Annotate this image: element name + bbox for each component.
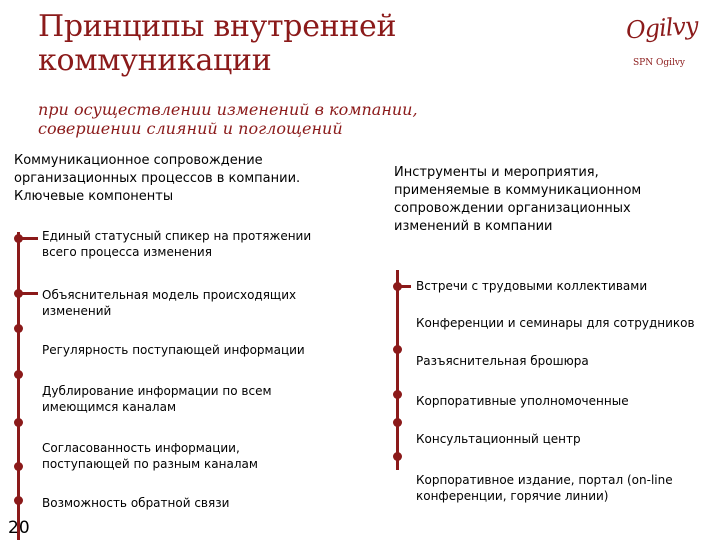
subtitle-line-2: совершении слияний и поглощений (38, 119, 343, 138)
left-heading-line-2: организационных процессов в компании. (14, 171, 301, 186)
right-bullet-dot (393, 390, 402, 399)
right-item-3-line-1: Разъяснительная брошюра (416, 354, 589, 368)
right-bullet-dot (393, 418, 402, 427)
left-list-item (42, 228, 342, 260)
right-connector (397, 285, 411, 288)
right-bullet-dot (393, 452, 402, 461)
left-item-1-line-1: Единый статусный спикер на протяжении (42, 229, 312, 243)
left-item-5-line-2: поступающей по разным каналам (42, 457, 258, 471)
right-list-item (416, 472, 716, 504)
right-heading-line-1: Инструменты и мероприятия, (394, 165, 599, 180)
right-heading-line-2: применяемые в коммуникационном (394, 183, 642, 198)
page-subtitle (38, 100, 598, 138)
left-item-1-line-2: всего процесса изменения (42, 245, 212, 259)
left-column-heading (14, 152, 364, 206)
left-item-2-line-1: Объяснительная модель происходящих (42, 288, 297, 302)
left-list-item (42, 495, 342, 511)
right-bullet-dot (393, 345, 402, 354)
right-item-6-line-1: Корпоративное издание, портал (on-line (416, 473, 673, 487)
left-list-item (42, 287, 342, 319)
title-line-2: коммуникации (38, 43, 272, 78)
right-column-heading (394, 164, 720, 236)
left-item-4-line-1: Дублирование информации по всем (42, 384, 272, 398)
left-item-2-line-2: изменений (42, 304, 112, 318)
left-item-4-line-2: имеющимся каналам (42, 400, 176, 414)
page-number: 20 (8, 518, 30, 538)
right-list-item (416, 431, 716, 447)
right-heading-line-4: изменений в компании (394, 219, 553, 234)
left-bullet-dot (14, 324, 23, 333)
title-line-1: Принципы внутренней (38, 9, 397, 44)
right-item-6-line-2: конференции, горячие линии) (416, 489, 609, 503)
left-list-item (42, 440, 342, 472)
left-bullet-dot (14, 462, 23, 471)
left-heading-line-1: Коммуникационное сопровождение (14, 153, 263, 168)
left-bullet-dot (14, 418, 23, 427)
left-connector (18, 292, 38, 295)
right-timeline-line (396, 270, 399, 470)
logo-caption: SPN Ogilvy (632, 58, 686, 68)
right-item-2-line-1: Конференции и семинары для сотрудников (416, 316, 695, 330)
left-item-6-line-1: Возможность обратной связи (42, 496, 230, 510)
left-bullet-dot (14, 496, 23, 505)
right-list-item (416, 315, 716, 331)
page-title (38, 10, 558, 78)
right-heading-line-3: сопровождении организационных (394, 201, 631, 216)
ogilvy-logo (620, 11, 699, 76)
right-list-item (416, 393, 716, 409)
subtitle-line-1: при осуществлении изменений в компании, (38, 100, 418, 119)
right-item-1-line-1: Встречи с трудовыми коллективами (416, 279, 648, 293)
left-connector (18, 237, 38, 240)
right-item-5-line-1: Консультационный центр (416, 432, 581, 446)
left-item-5-line-1: Согласованность информации, (42, 441, 240, 455)
right-list-item (416, 353, 716, 369)
right-item-4-line-1: Корпоративные уполномоченные (416, 394, 629, 408)
left-item-3-line-1: Регулярность поступающей информации (42, 343, 305, 357)
left-timeline-line (17, 232, 20, 540)
left-list-item (42, 383, 342, 415)
logo-script-text: Ogilvy (625, 11, 699, 45)
right-list-item (416, 278, 716, 294)
left-list-item (42, 342, 342, 358)
left-bullet-dot (14, 370, 23, 379)
left-heading-line-3: Ключевые компоненты (14, 189, 174, 204)
